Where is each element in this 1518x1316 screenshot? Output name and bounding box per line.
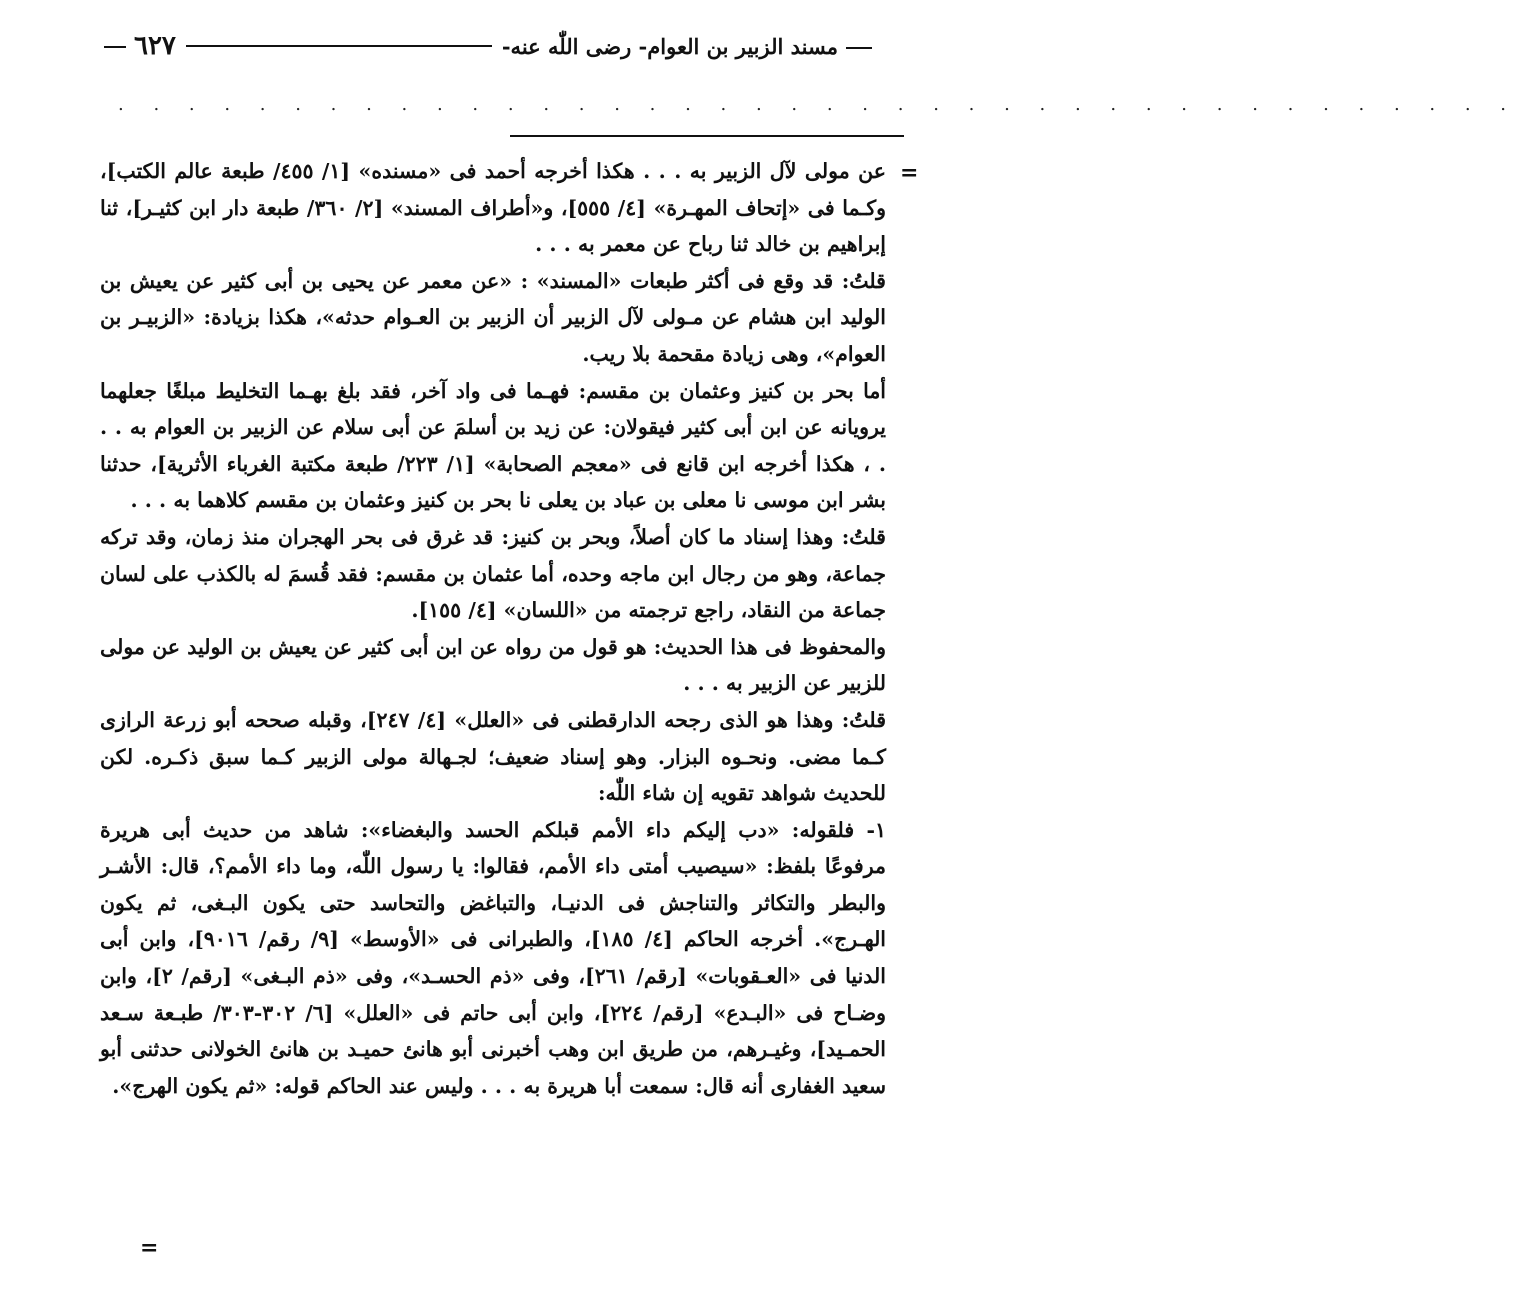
elided-text-dots: . . . . . . . . . . . . . . . . . . . . . . . . . . . . . . . . . . . . . . . .: [118, 94, 1518, 115]
paragraph-2: قلتُ: قد وقع فى أكثر طبعات «المسند» : «عن معمر عن يحيى بن أبى كثير عن يعيش بن الوليد ابن هشام عن مـولى لآل الزبير أن الزبير بن العـوام حدثه»، هكذا بزيادة: «الزبيـر بن العوام»، وهى زيادة مقحمة بلا ريب.: [100, 268, 886, 366]
continuation-mark-top: =: [900, 160, 919, 186]
paragraph-1: عن مولى لآل الزبير به . . . هكذا أخرجه أحمد فى «مسنده» [١/ ٤٥٥/ طبعة عالم الكتب]، وكـما فى «إتحاف المهـرة» [٤/ ٥٥٥]، و«أطراف المسند» [٢/ ٣٦٠/ طبعة دار ابن كثيـر]، ثنا إبراهيم بن خالد ثنا رباح عن معمر به . . .: [100, 159, 887, 257]
paragraph-7: ١- فلقوله: «دب إليكم داء الأمم قبلكم الحسد والبغضاء»: شاهد من حديث أبى هريرة مرفوعًا بلفظ: «سيصيب أمتى داء الأمم، فقالوا: يا رسول اللّٰه، وما داء الأمم؟، قال: الأشـر والبطر والتكاثر والتناجش فى الدنيـا، والتباغض والتحاسد حتى يكون البـغى، ثم يكون الهـرج». أخرجه الحاكم [٤/ ١٨٥]، والطبرانى فى «الأوسط» [٩/ رقم/ ٩٠١٦]، وابن أبى الدنيا فى «العـقوبات» [رقم/ ٢٦١]، وفى «ذم الحسـد»، وفى «ذم البـغى» [رقم/ ٢]، وابن وضـاح فى «البـدع» [رقم/ ٢٢٤]، وابن أبى حاتم فى «العلل» [٦/ ٣٠٢-٣٠٣/ طبـعة سـعد الحمـيد]، وغيـرهم، من طريق ابن وهب أخبرنى أبو هانئ حميـد بن هانئ الخولانى حدثنى أبو سعيد الغفارى أنه قال: سمعت أبا هريرة به . . . وليس عند الحاكم قوله: «ثم يكون الهرج».: [100, 817, 887, 1098]
title-dash: [846, 47, 872, 49]
paragraph-6: قلتُ: وهذا هو الذى رجحه الدارقطنى فى «العلل» [٤/ ٢٤٧]، وقبله صححه أبو زرعة الرازى كـما مضى. ونحـوه البزار. وهو إسناد ضعيف؛ لجـهالة مولى الزبير كـما سبق ذكـره. لكن للحديث شواهد تقويه إن شاء اللّٰه:: [100, 707, 886, 806]
page-number-text: ٦٢٧: [134, 31, 176, 61]
running-title: [502, 34, 884, 59]
header-rule: [186, 45, 492, 47]
running-header: [96, 26, 884, 66]
footnote-text: [100, 153, 886, 1104]
continuation-mark-bottom: =: [140, 1235, 159, 1261]
paragraph-4: قلتُ: وهذا إسناد ما كان أصلاً، وبحر بن كنيز: قد غرق فى بحر الهجران منذ زمان، وقد تركه جماعة، وهو من رجال ابن ماجه وحده، أما عثمان بن مقسم: فقد قُسمَ له بالكذب على لسان جماعة من النقاد، راجع ترجمته من «اللسان» [٤/ ١٥٥].: [100, 524, 886, 623]
paragraph-3: أما بحر بن كنيز وعثمان بن مقسم: فهـما فى واد آخر، فقد بلغ بهـما التخليط مبلغًا جعلهما يرويانه عن ابن أبى كثير فيقولان: عن زيد بن أسلمَ عن أبى سلام عن الزبير بن العوام به . . . ، هكذا أخرجه ابن قانع فى «معجم الصحابة» [١/ ٢٢٣/ طبعة مكتبة الغرباء الأثرية]، حدثنا بشر ابن موسى نا معلى بن عباد بن يعلى نا بحر بن كنيز وعثمان بن مقسم كلاهما به . . .: [100, 378, 887, 513]
page-number-dash: [104, 46, 126, 48]
running-title-text: مسند الزبير بن العوام- رضى اللّٰه عنه-: [501, 33, 838, 59]
footnote-separator: [510, 135, 904, 137]
page-number: [96, 31, 176, 61]
paragraph-5: والمحفوظ فى هذا الحديث: هو قول من رواه عن ابن أبى كثير عن يعيش بن الوليد عن مولى للزبير عن الزبير به . . .: [100, 634, 886, 696]
